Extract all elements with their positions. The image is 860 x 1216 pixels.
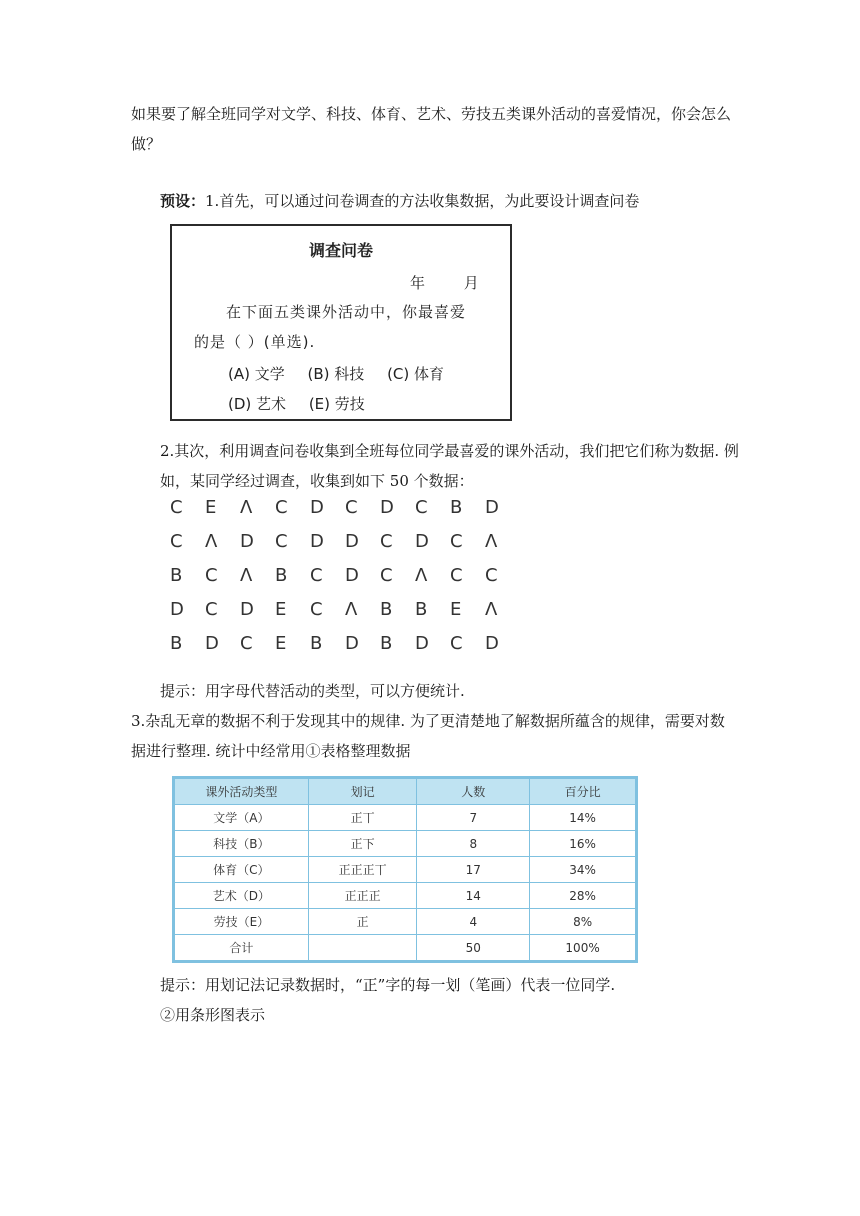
data-letter: D xyxy=(380,497,394,518)
survey-questionnaire xyxy=(170,224,512,421)
data-letter: C xyxy=(170,531,183,552)
step3-paragraph: 3.杂乱无章的数据不利于发现其中的规律. 为了更清楚地了解数据所蕴含的规律，需要对数据进行整理. 统计中经常用①表格整理数据 xyxy=(131,712,725,760)
table-row xyxy=(175,805,636,831)
data-letter: C xyxy=(310,565,323,586)
data-letter: D xyxy=(415,531,429,552)
data-letter: C xyxy=(275,531,288,552)
header-cell: 课外活动类型 xyxy=(175,779,309,805)
data-letter: D xyxy=(345,633,359,654)
preset-text: 1.首先，可以通过问卷调查的方法收集数据，为此要设计调查问卷 xyxy=(205,192,640,210)
table-cell: 劳技（E） xyxy=(175,909,309,935)
data-letter: Λ xyxy=(415,565,428,586)
data-letter: C xyxy=(450,531,463,552)
data-letter: D xyxy=(310,497,324,518)
survey-title: 调查问卷 xyxy=(308,241,373,260)
data-letter: C xyxy=(450,565,463,586)
data-letter: D xyxy=(240,599,254,620)
table-row xyxy=(175,883,636,909)
table-cell: 16% xyxy=(530,831,636,857)
survey-date: 年 月 xyxy=(410,274,479,292)
data-letter: Λ xyxy=(240,565,253,586)
survey-options-row1 xyxy=(228,363,462,384)
data-letter: C xyxy=(450,633,463,654)
tally-table xyxy=(174,778,636,961)
table-row xyxy=(175,935,636,961)
table-row xyxy=(175,831,636,857)
table-cell: 7 xyxy=(417,805,530,831)
data-letter: D xyxy=(205,633,219,654)
data-letter: D xyxy=(240,531,254,552)
survey-question-line2: 的是（ ）(单选). xyxy=(194,333,316,351)
data-letter: C xyxy=(415,497,428,518)
data-letter: B xyxy=(380,599,393,620)
table-cell: 50 xyxy=(417,935,530,961)
table-cell: 28% xyxy=(530,883,636,909)
survey-question-line1: 在下面五类课外活动中，你最喜爱 xyxy=(226,303,467,321)
hint-tally: 提示：用划记法记录数据时，“正”字的每一划（笔画）代表一位同学. xyxy=(160,976,616,994)
table-row xyxy=(175,909,636,935)
preset-paragraph xyxy=(160,186,760,216)
survey-options-row2 xyxy=(228,393,383,414)
header-cell: 百分比 xyxy=(530,779,636,805)
data-letter: C xyxy=(345,497,358,518)
letter-row xyxy=(170,599,520,633)
table-cell: 正丅 xyxy=(308,805,417,831)
table-cell: 合计 xyxy=(175,935,309,961)
header-cell: 划记 xyxy=(308,779,417,805)
data-letter: C xyxy=(205,599,218,620)
survey-option: (B) 科技 xyxy=(307,365,365,383)
table-cell: 4 xyxy=(417,909,530,935)
data-letter: E xyxy=(275,599,287,620)
data-letter: E xyxy=(450,599,462,620)
hint-letters: 提示：用字母代替活动的类型，可以方便统计. xyxy=(160,682,465,700)
table-row xyxy=(175,857,636,883)
table-header-row xyxy=(175,779,636,805)
data-letter: C xyxy=(275,497,288,518)
table-cell: 8 xyxy=(417,831,530,857)
table-cell: 100% xyxy=(530,935,636,961)
data-letter: B xyxy=(170,633,183,654)
data-letter: D xyxy=(485,497,499,518)
data-letter: Λ xyxy=(485,531,498,552)
data-letter: Λ xyxy=(345,599,358,620)
data-letter: C xyxy=(380,531,393,552)
data-letter: C xyxy=(380,565,393,586)
table-cell: 14 xyxy=(417,883,530,909)
data-letter: D xyxy=(310,531,324,552)
data-letter: C xyxy=(485,565,498,586)
table-cell: 正 xyxy=(308,909,417,935)
table-cell: 14% xyxy=(530,805,636,831)
survey-option: (E) 劳技 xyxy=(308,395,365,413)
letter-row xyxy=(170,565,520,599)
data-letter: E xyxy=(275,633,287,654)
data-letter: C xyxy=(205,565,218,586)
data-letter: C xyxy=(310,599,323,620)
data-letter: B xyxy=(170,565,183,586)
letter-row xyxy=(170,531,520,565)
data-letter: B xyxy=(275,565,288,586)
table-cell: 正正正 xyxy=(308,883,417,909)
data-letter: D xyxy=(170,599,184,620)
table-cell: 科技（B） xyxy=(175,831,309,857)
table-cell: 17 xyxy=(417,857,530,883)
data-letter: Λ xyxy=(240,497,253,518)
letter-row xyxy=(170,633,520,667)
data-letter: Λ xyxy=(485,599,498,620)
data-letter: D xyxy=(415,633,429,654)
data-letter: E xyxy=(205,497,217,518)
tally-table-container xyxy=(172,776,638,963)
table-cell: 正下 xyxy=(308,831,417,857)
data-letter: D xyxy=(345,565,359,586)
survey-option: (C) 体育 xyxy=(387,365,445,383)
survey-option: (D) 艺术 xyxy=(228,395,287,413)
data-letter: B xyxy=(380,633,393,654)
data-letter: B xyxy=(310,633,323,654)
table-cell: 艺术（D） xyxy=(175,883,309,909)
step2-paragraph: 2.其次，利用调查问卷收集到全班每位同学最喜爱的课外活动，我们把它们称为数据. 例如，某同学经过调查，收集到如下 50 个数据： xyxy=(160,442,739,490)
data-letter: B xyxy=(415,599,428,620)
table-cell xyxy=(308,935,417,961)
letter-row xyxy=(170,497,520,531)
data-letter: D xyxy=(485,633,499,654)
table-cell: 34% xyxy=(530,857,636,883)
intro-question: 如果要了解全班同学对文学、科技、体育、艺术、劳技五类课外活动的喜爱情况，你会怎么做？ xyxy=(131,105,732,153)
table-cell: 文学（A） xyxy=(175,805,309,831)
data-letter: D xyxy=(345,531,359,552)
preset-label: 预设： xyxy=(160,192,206,210)
table-cell: 正正正丅 xyxy=(308,857,417,883)
data-letter: B xyxy=(450,497,463,518)
data-letter: C xyxy=(240,633,253,654)
table-cell: 体育（C） xyxy=(175,857,309,883)
table-cell: 8% xyxy=(530,909,636,935)
header-cell: 人数 xyxy=(417,779,530,805)
data-letter: C xyxy=(170,497,183,518)
data-letter: Λ xyxy=(205,531,218,552)
data-letter-grid xyxy=(170,497,520,667)
survey-option: (A) 文学 xyxy=(228,365,285,383)
step4-bar-chart-note: ②用条形图表示 xyxy=(160,1006,266,1024)
